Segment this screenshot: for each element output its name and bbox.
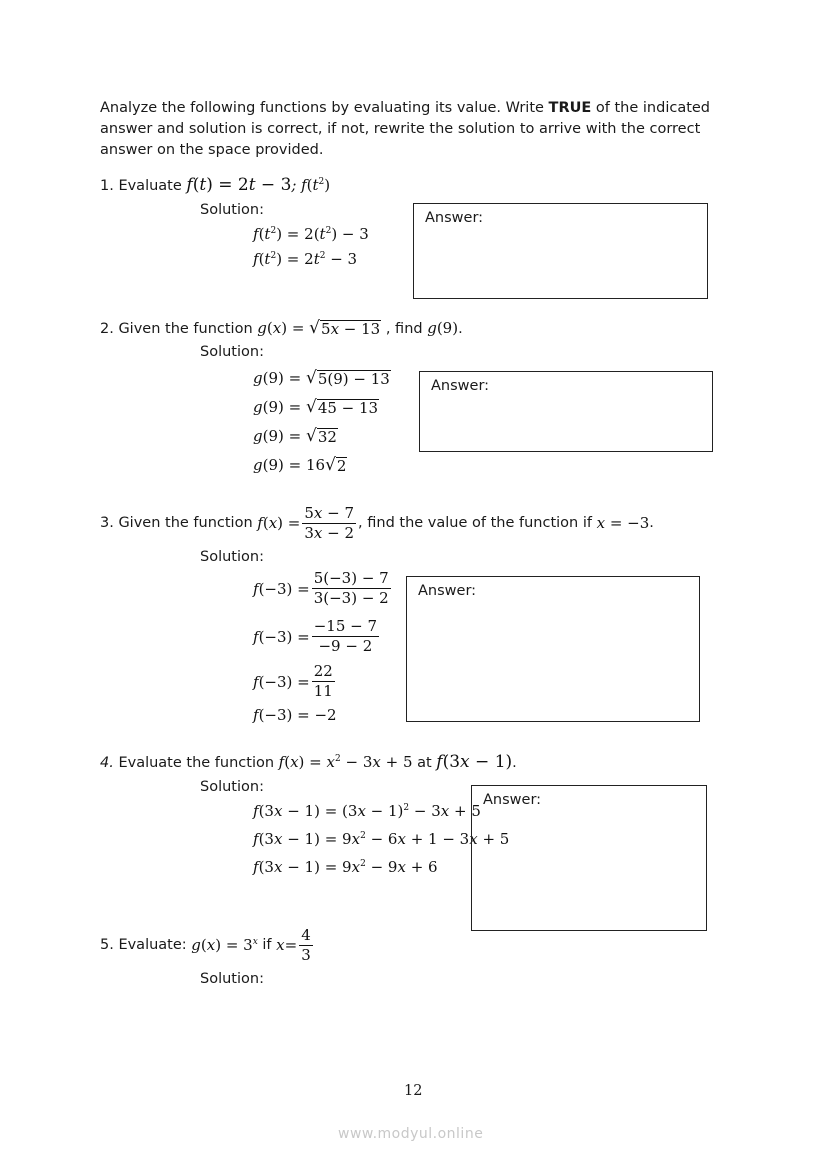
q2-line-4: g(9) = 16 √ 2 — [253, 455, 347, 475]
q4-line-3: $f(3x - 1) = 9x^2 - 9x + 6$ — [253, 858, 438, 876]
q4-number: 4. — [100, 755, 114, 771]
instructions: Analyze the following functions by evaluating its value. Write TRUE of the indicated answer and solution is correct, if not, rewrite the solution to arrive with the correct answer on the space provided. — [100, 100, 711, 158]
q4-line-1: $f(3x - 1) = (3x - 1)^2 - 3x + 5$ — [253, 802, 481, 820]
q1-line-2: $f(t^2) = 2t^2 - 3$ — [253, 250, 358, 268]
q1-line-1: $f(t^2) = 2(t^2) - 3$ — [253, 225, 369, 243]
q3-line-1: f (−3) = $\frac{5(-3) - 7}{3(-3) - 2}$ — [253, 569, 389, 607]
q2-target: g(9) — [427, 319, 459, 337]
q4-prompt: Evaluate the function — [118, 755, 275, 771]
q5-if: if — [262, 937, 272, 953]
true-keyword: TRUE — [548, 100, 592, 116]
q3-answer-label: Answer: — [418, 583, 477, 599]
q1-solution-label: Solution: — [200, 202, 264, 218]
q3-prompt: 3. Given the function — [100, 515, 253, 531]
q4-target: f(3x − 1) — [436, 752, 513, 772]
q4-line-2: $f(3x - 1) = 9x^2 - 6x + 1 - 3x + 5$ — [253, 830, 510, 848]
q4-answer-box[interactable] — [471, 785, 707, 931]
q2-find: , find — [385, 321, 423, 337]
q5-function: $g(x) = 3^x$ — [191, 936, 258, 954]
q2-prompt: 2. Given the function — [100, 321, 253, 337]
q1-function: f(t) = 2t − 3 — [186, 175, 292, 195]
watermark: www.modyul.online — [338, 1126, 484, 1142]
q1-answer-label: Answer: — [425, 210, 484, 226]
question-1: 1. Evaluate f(t) = 2t − 3; $f(t^2)$ — [100, 175, 331, 195]
question-2: 2. Given the function g(x) = √ 5x − 13 , find g(9). — [100, 318, 463, 338]
q2-function: g(x) = √ 5x − 13 — [257, 318, 381, 338]
q3-find: , find the value of the function if — [358, 515, 592, 531]
q4-solution-label: Solution: — [200, 779, 264, 795]
question-3: 3. Given the function f ( x ) = $\frac{5x - 7}{3x - 2}$ , find the value of the function if x = −3 . — [100, 504, 654, 542]
q2-line-3: g(9) = √ 32 — [253, 426, 337, 446]
q3-function: f ( x ) = $\frac{5x - 7}{3x - 2}$ — [257, 504, 355, 542]
q2-line-1: g(9) = √ 5(9) − 13 — [253, 368, 390, 388]
q5-solution-label: Solution: — [200, 971, 264, 987]
q3-line-4: f(−3) = −2 — [253, 706, 337, 724]
q3-condition: x = −3 — [596, 514, 650, 532]
q1-answer-box[interactable] — [413, 203, 708, 299]
q2-answer-box[interactable] — [419, 371, 713, 452]
question-4: 4. Evaluate the function $f(x) = x^2 - 3x + 5$ at f(3x − 1). — [100, 752, 517, 772]
q5-condition: x = $\frac{4}{3}$ — [276, 926, 311, 964]
q1-target: $f(t^2)$ — [301, 176, 331, 194]
q3-line-2: f (−3) = $\frac{-15 - 7}{-9 - 2}$ — [253, 617, 378, 655]
page-number: 12 — [404, 1083, 423, 1099]
q2-line-2: g(9) = √ 45 − 13 — [253, 397, 379, 417]
q3-line-3: f (−3) = $\frac{22}{11}$ — [253, 662, 333, 700]
q3-solution-label: Solution: — [200, 549, 264, 565]
q1-prompt: 1. Evaluate — [100, 178, 182, 194]
q2-answer-label: Answer: — [431, 378, 490, 394]
question-5 — [100, 927, 315, 964]
q4-function: $f(x) = x^2 - 3x + 5$ — [278, 753, 413, 771]
q4-answer-label: Answer: — [483, 792, 542, 808]
q3-answer-box[interactable] — [406, 576, 700, 722]
q4-at: at — [417, 755, 432, 771]
q5-prompt: 5. Evaluate: — [100, 937, 187, 953]
q2-solution-label: Solution: — [200, 344, 264, 360]
